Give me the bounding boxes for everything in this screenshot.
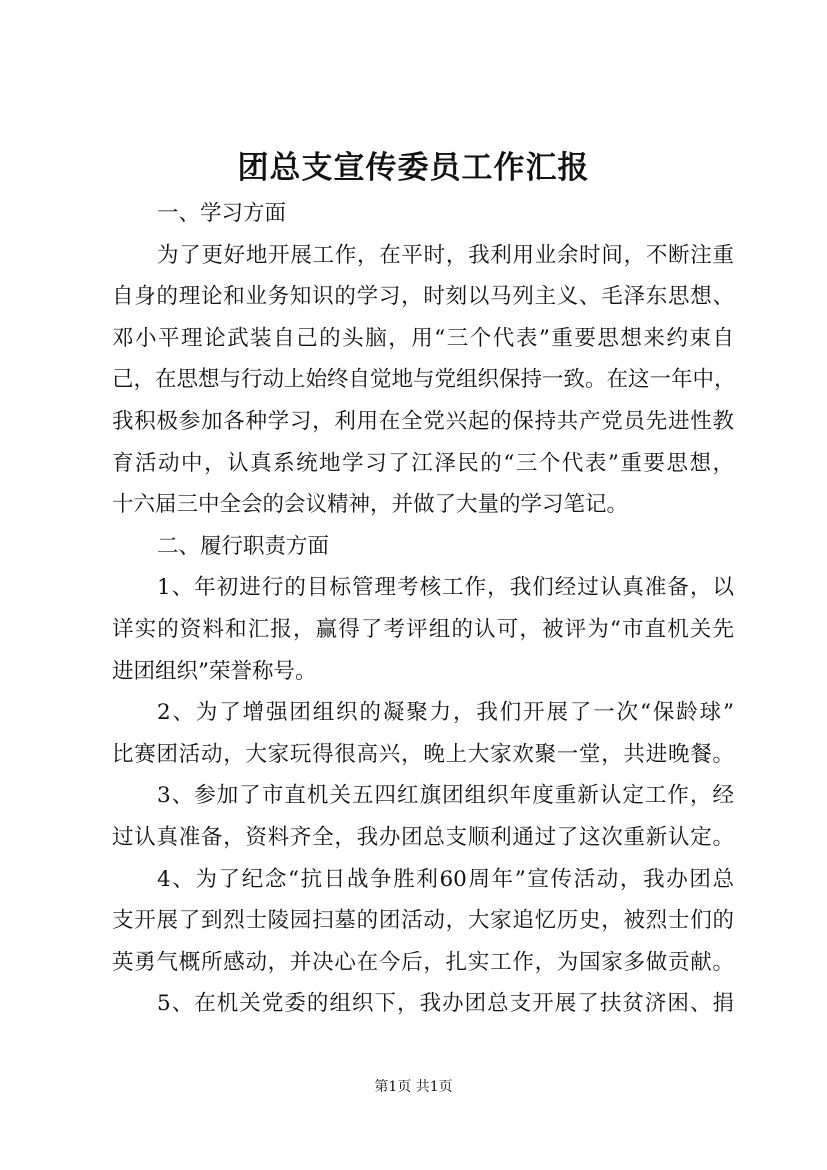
text-line: 5、在机关党委的组织下，我办团总支开展了扶贫济困、捐 [157,991,734,1017]
text-line: 邓小平理论武装自己的头脑，用“三个代表”重要思想来约束自 [112,325,734,351]
text-line: 我积极参加各种学习，利用在全党兴起的保持共产党员先进性教 [112,408,734,434]
text-line: 4、为了纪念“抗日战争胜利60周年”宣传活动，我办团总 [157,866,734,892]
text-line: 详实的资料和汇报，赢得了考评组的认可，被评为“市直机关先 [112,616,734,642]
text-line: 2、为了增强团组织的凝聚力，我们开展了一次“保龄球” [157,700,734,726]
document-body [112,193,734,1025]
text-line: 二、履行职责方面 [157,533,330,559]
text-line: 支开展了到烈士陵园扫墓的团活动，大家追忆历史，被烈士们的 [112,908,734,934]
text-line: 比赛团活动，大家玩得很高兴，晚上大家欢聚一堂，共进晚餐。 [112,741,734,767]
text-line: 十六届三中全会的会议精神，并做了大量的学习笔记。 [112,492,629,518]
text-line: 进团组织”荣誉称号。 [112,658,317,684]
text-line: 3、参加了市直机关五四红旗团组织年度重新认定工作，经 [157,783,734,809]
text-line: 过认真准备，资料齐全，我办团总支顺利通过了这次重新认定。 [112,824,734,850]
page-footer: 第1页 共1页 [374,1079,453,1095]
text-line: 己，在思想与行动上始终自觉地与党组织保持一致。在这一年中， [112,367,736,393]
text-line: 一、学习方面 [157,201,287,226]
text-line: 育活动中，认真系统地学习了江泽民的“三个代表”重要思想， [112,450,734,476]
text-line: 为了更好地开展工作，在平时，我利用业余时间，不断注重 [157,242,734,268]
text-line: 英勇气概所感动，并决心在今后，扎实工作，为国家多做贡献。 [112,949,734,975]
document-title: 团总支宣传委员工作汇报 [237,150,590,186]
text-line: 自身的理论和业务知识的学习，时刻以马列主义、毛泽东思想、 [112,284,734,310]
text-line: 1、年初进行的目标管理考核工作，我们经过认真准备，以 [157,575,734,601]
